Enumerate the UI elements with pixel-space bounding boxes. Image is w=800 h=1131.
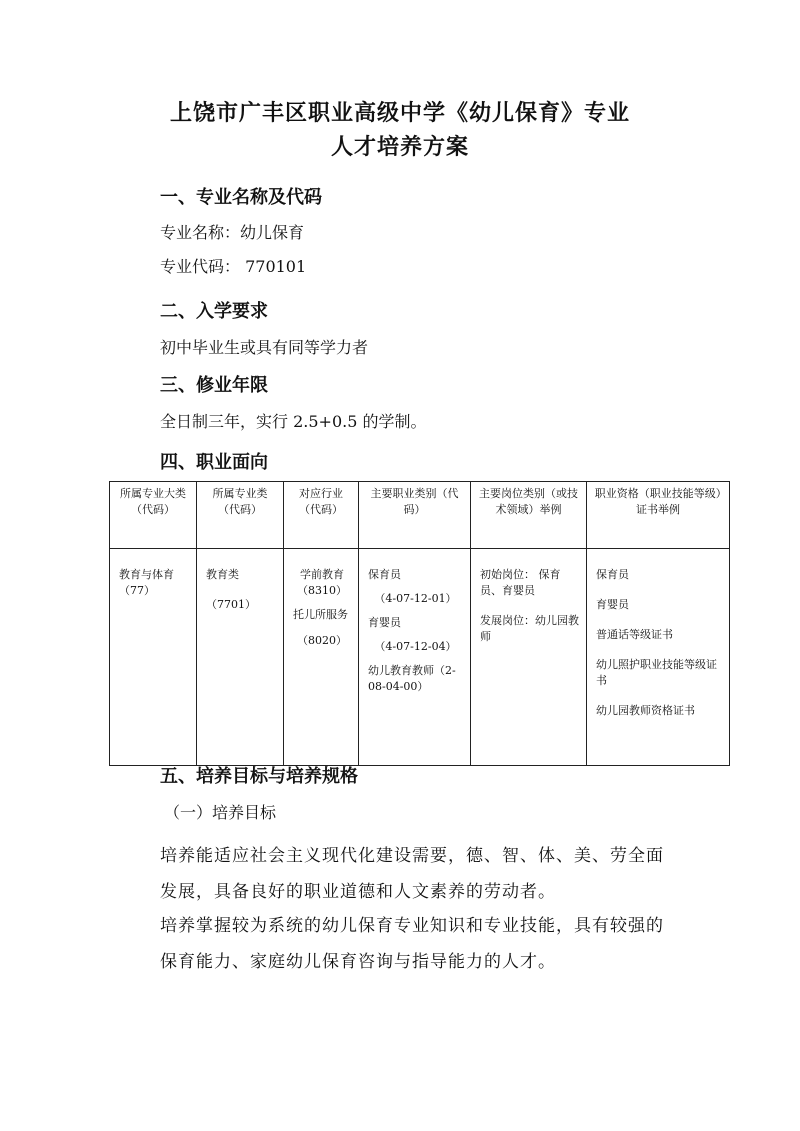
section-3-heading: 三、修业年限 [160, 375, 268, 396]
table-cell [471, 549, 587, 766]
table-cell [587, 549, 730, 766]
table-header-cell: 对应行业（代码） [284, 482, 359, 549]
section-4-heading: 四、职业面向 [160, 452, 268, 473]
cell-text: 保育员 [368, 568, 401, 581]
cell-text: 教育类 [206, 568, 239, 581]
section-2-heading: 二、入学要求 [160, 301, 268, 322]
cell-text: 幼儿园教师资格证书 [596, 704, 695, 717]
duration-text: 全日制三年，实行 2.5+0.5 的学制。 [160, 412, 427, 431]
table-header-cell: 所属专业类（代码） [197, 482, 284, 549]
table-cell [110, 549, 197, 766]
table-cell [284, 549, 359, 766]
section-1-heading: 一、专业名称及代码 [160, 187, 322, 208]
career-orientation-table [109, 481, 730, 766]
cell-text: 发展岗位：幼儿园教师 [480, 614, 579, 643]
table-cell [359, 549, 471, 766]
objective-paragraph-2: 培养掌握较为系统的幼儿保育专业知识和专业技能，具有较强的保育能力、家庭幼儿保育咨询与指导能力的人才。 [160, 916, 664, 972]
cell-text: 初始岗位： 保育员、育婴员 [480, 568, 561, 597]
cell-text: （7701） [206, 598, 256, 611]
cell-text: 托儿所服务 [293, 608, 348, 621]
subsection-heading: （一）培养目标 [164, 803, 277, 822]
document-title-line-1: 上饶市广丰区职业高级中学《幼儿保育》专业 [169, 101, 630, 126]
cell-text: （4-07-12-01） [374, 592, 457, 605]
document-title-line-2: 人才培养方案 [330, 135, 469, 160]
table-header-cell: 主要岗位类别（或技术领域）举例 [471, 482, 587, 549]
cell-text: （8020） [297, 634, 347, 647]
cell-text: （4-07-12-04） [374, 640, 457, 653]
table-header-cell: 主要职业类别（代码） [359, 482, 471, 549]
table-header-cell: 职业资格（职业技能等级）证书举例 [587, 482, 730, 549]
section-5-heading: 五、培养目标与培养规格 [160, 766, 358, 787]
table-header-row [110, 482, 730, 549]
admission-text: 初中毕业生或具有同等学力者 [160, 338, 369, 357]
cell-text: 学前教育（8310） [297, 568, 347, 597]
cell-text: 教育与体育（77） [119, 568, 174, 597]
major-code: 专业代码： 770101 [160, 257, 307, 276]
cell-text: 育婴员 [596, 598, 629, 611]
major-name: 专业名称：幼儿保育 [160, 223, 305, 242]
cell-text: 育婴员 [368, 616, 401, 629]
objective-paragraph-1: 培养能适应社会主义现代化建设需要，德、智、体、美、劳全面发展，具备良好的职业道德和人文素养的劳动者。 [160, 846, 664, 902]
table-row [110, 549, 730, 766]
cell-text: 幼儿照护职业技能等级证书 [596, 658, 717, 687]
cell-text: 幼儿教育教师（2-08-04-00） [368, 664, 456, 693]
cell-text: 普通话等级证书 [596, 628, 673, 641]
table-cell [197, 549, 284, 766]
cell-text: 保育员 [596, 568, 629, 581]
table-header-cell: 所属专业大类 （代码） [110, 482, 197, 549]
